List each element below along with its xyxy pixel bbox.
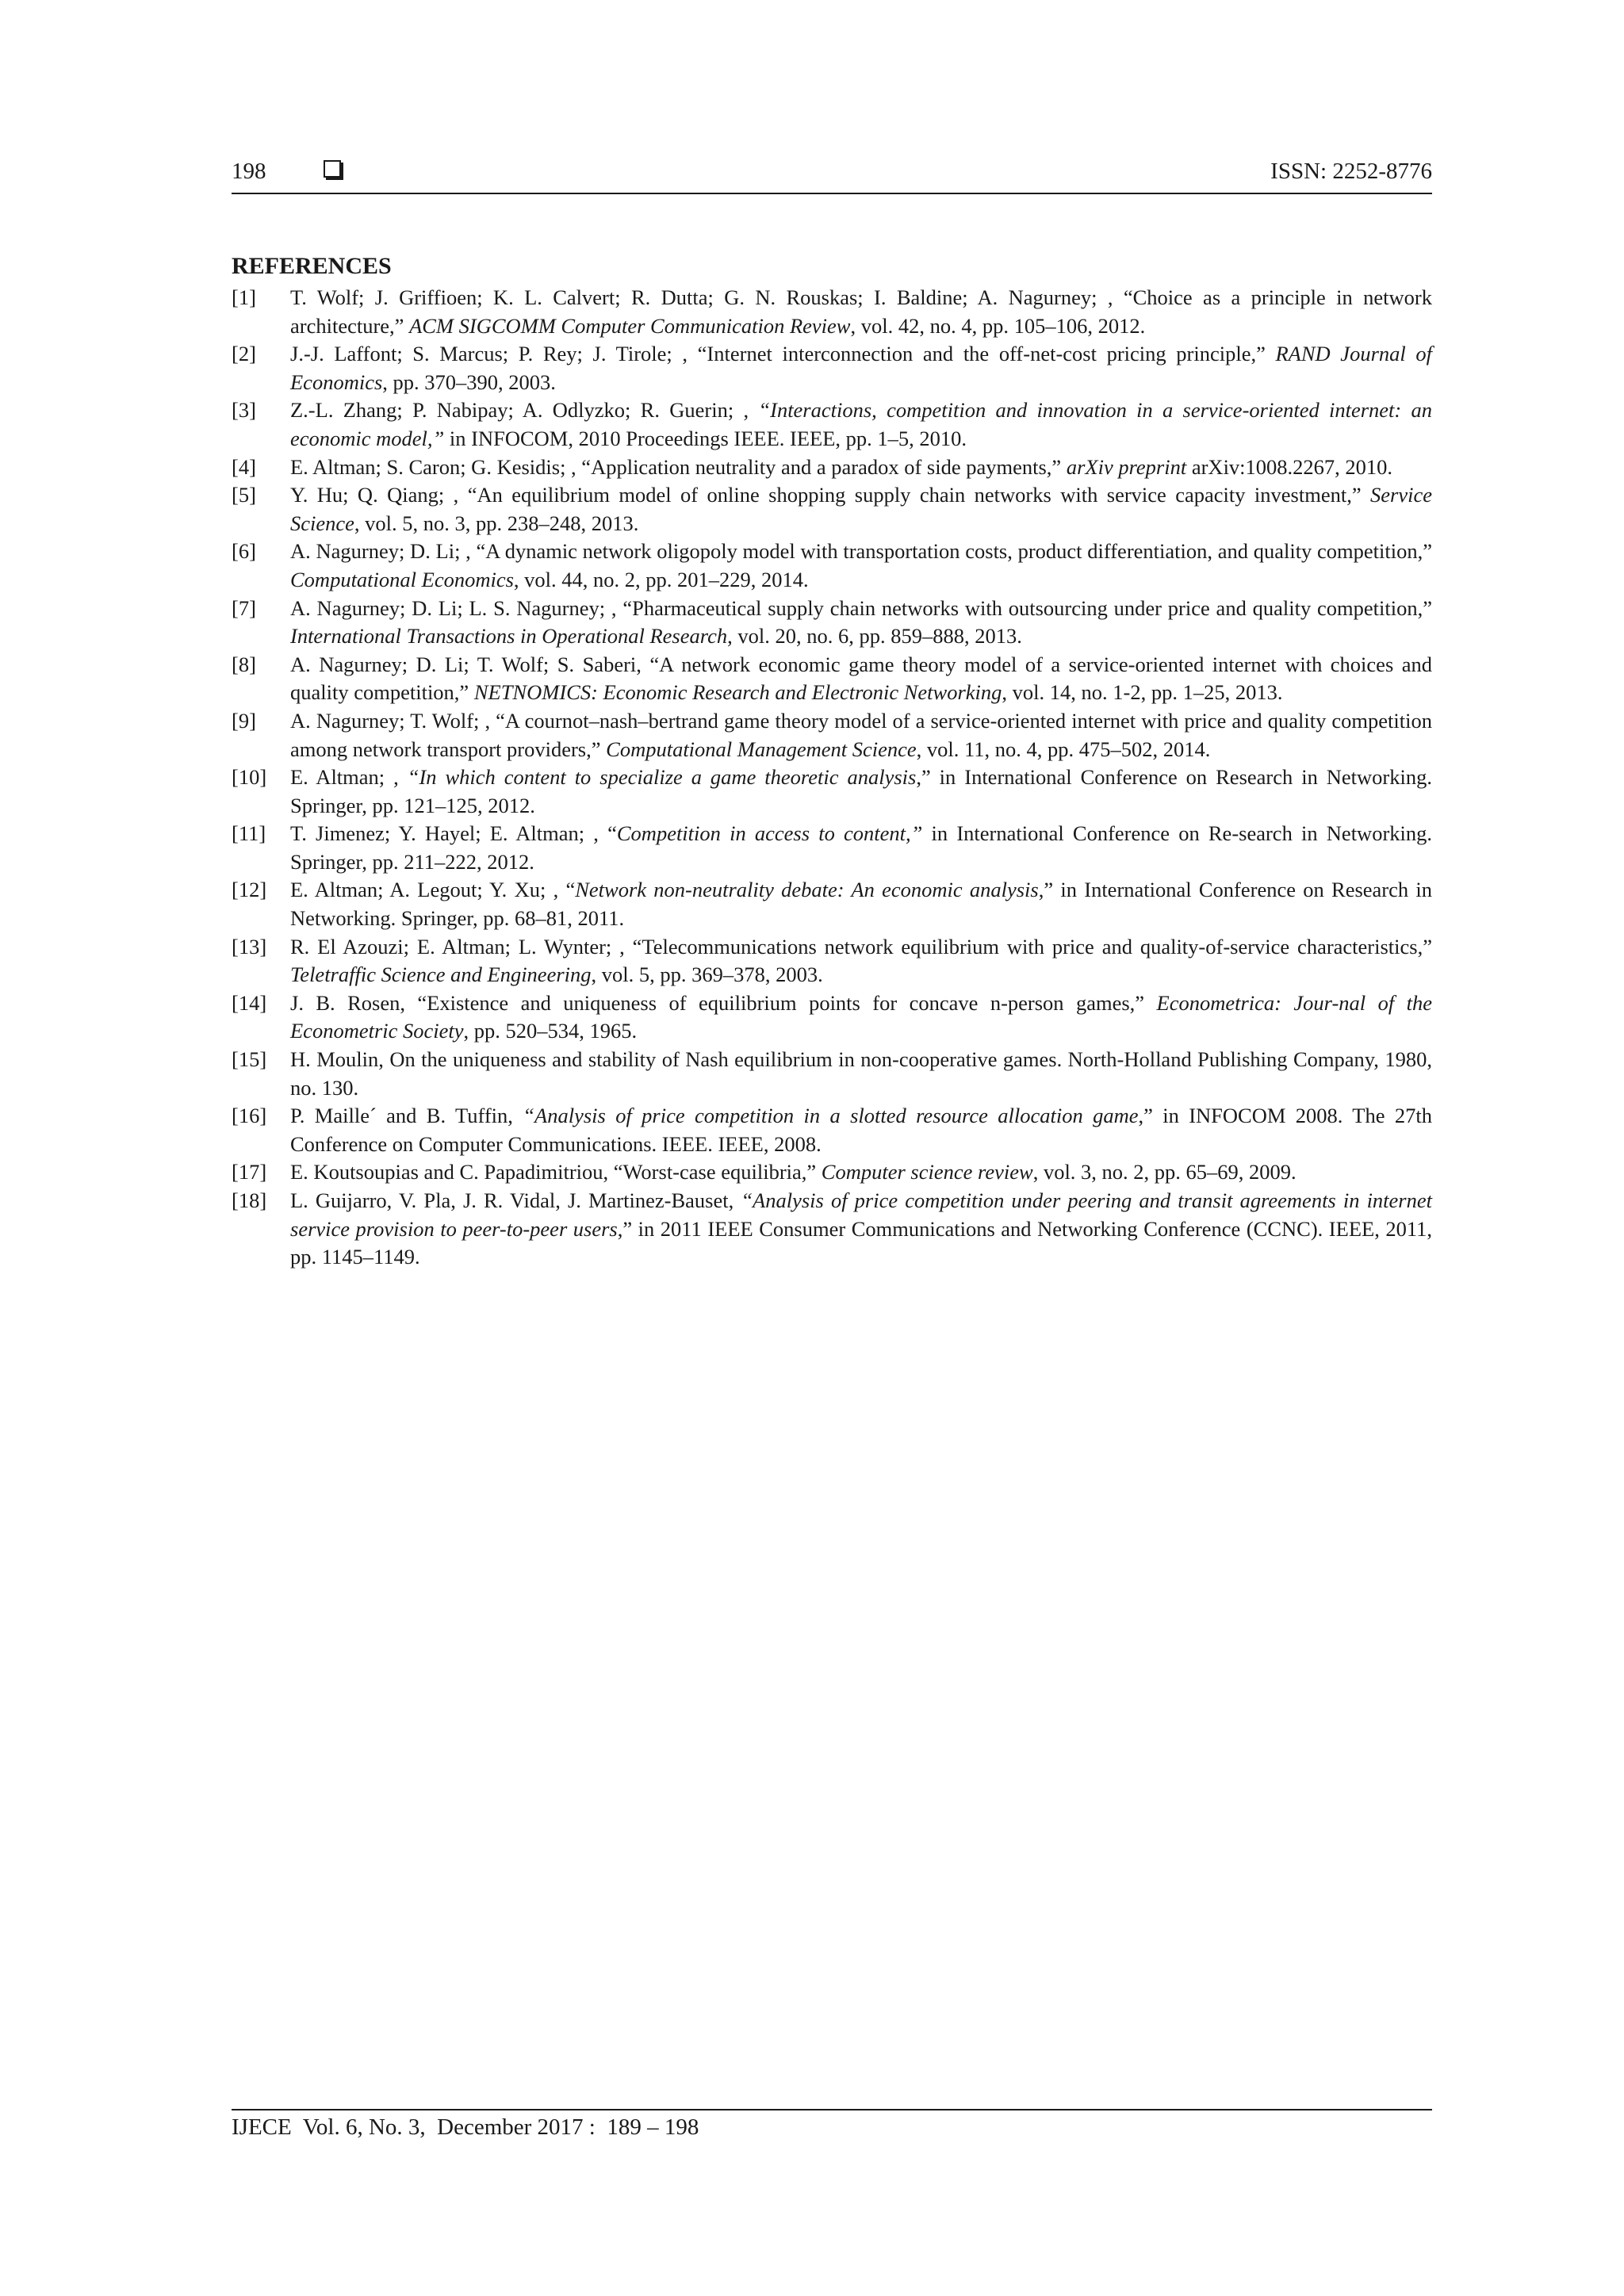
reference-text [290,1102,1432,1158]
reference-text-plain: J. B. Rosen, “Existence and uniqueness of equilibrium points for concave n-person games,” [290,990,1157,1015]
reference-text-plain: R. El Azouzi; E. Altman; L. Wynter; , “Telecommunications network equilibrium with price and quality-of-service characteristics,” [290,934,1432,959]
reference-text-italic: ACM SIGCOMM Computer Communication Review [409,313,851,338]
reference-text-plain: Z.-L. Zhang; P. Nabipay; A. Odlyzko; R. Guerin; , [290,398,759,423]
reference-text-plain: E. Altman; A. Legout; Y. Xu; , “ [290,878,576,902]
reference-text-italic: Teletraffic Science and Engineering [290,962,592,987]
reference-label: [11] [232,821,266,846]
reference-item [232,651,1432,707]
reference-text-plain: P. Maille´ and B. Tuffin, [290,1104,523,1128]
reference-text-rest: arXiv:1008.2267, 2010. [1186,454,1393,479]
reference-text-rest: , vol. 42, no. 4, pp. 105–106, 2012. [850,313,1146,338]
reference-text-italic: NETNOMICS: Economic Research and Electronic Networking [473,680,1002,705]
reference-item [232,396,1432,453]
reference-label: [16] [232,1104,267,1128]
reference-text-plain: E. Altman; , [290,765,408,790]
reference-text-italic: RAND Journal of Economics [290,342,1432,394]
reference-text-plain: A. Nagurney; D. Li; , “A dynamic network oligopoly model with transportation costs, product differentiation, and quality competition,” [290,539,1432,564]
reference-item [232,1187,1432,1272]
reference-text-rest: , vol. 11, no. 4, pp. 475–502, 2014. [916,737,1211,761]
reference-item [232,763,1432,820]
reference-text-plain: E. Altman; S. Caron; G. Kesidis; , “Application neutrality and a paradox of side payments,” [290,454,1067,479]
references-heading: REFERENCES [232,253,392,279]
reference-item [232,538,1432,594]
reference-item [232,707,1432,763]
reference-text-rest: ,” in INFOCOM 2008. The 27th Conference on Computer Communications. IEEE. IEEE, 2008. [290,1104,1432,1156]
footer-divider [232,2109,1432,2110]
reference-item [232,1102,1432,1158]
reference-text-rest: , vol. 5, no. 3, pp. 238–248, 2013. [354,511,639,535]
reference-label: [7] [232,595,256,620]
reference-text [290,396,1432,453]
reference-label: [9] [232,708,256,733]
reference-label: [3] [232,398,256,423]
references-section [232,251,1432,1272]
reference-label: [18] [232,1188,267,1212]
reference-text-plain: Y. Hu; Q. Qiang; , “An equilibrium model of online shopping supply chain networks with service capacity investment,” [290,483,1371,507]
reference-text-rest: , vol. 14, no. 1-2, pp. 1–25, 2013. [1002,680,1283,705]
reference-label: [6] [232,539,256,564]
reference-label: [12] [232,878,267,902]
reference-text [290,820,1432,876]
reference-label: [4] [232,454,256,479]
reference-text-plain: T. Wolf; J. Griffioen; K. L. Calvert; R. Dutta; G. N. Rouskas; I. Baldine; A. Nagurney; , “Choice as a principle in network architecture,” [290,285,1432,338]
reference-text-italic: Computational Economics [290,567,514,591]
reference-item [232,820,1432,876]
reference-label: [15] [232,1047,267,1072]
reference-item [232,284,1432,340]
reference-text [290,989,1432,1046]
reference-text-plain: J.-J. Laffont; S. Marcus; P. Rey; J. Tirole; , “Internet interconnection and the off-net-cost pricing principle,” [290,342,1276,366]
reference-item [232,876,1432,932]
reference-text-italic: Computational Management Science [606,737,917,761]
reference-item [232,595,1432,651]
reference-label: [17] [232,1160,267,1184]
reference-text-italic: Service Science [290,483,1432,535]
reference-text [290,595,1432,651]
reference-text [290,340,1432,396]
reference-text [290,481,1432,538]
reference-label: [8] [232,652,256,676]
reference-text [290,538,1432,594]
reference-text-italic: “Interactions, competition and innovation in a service-oriented internet: an economic model,” [290,398,1433,450]
reference-text-plain: L. Guijarro, V. Pla, J. R. Vidal, J. Martinez-Bauset, [290,1188,741,1212]
page-footer: IJECE Vol. 6, No. 3, December 2017 : 189 – 198 [232,2114,699,2140]
reference-text [290,651,1432,707]
reference-text-rest: ,” in International Conference on Research in Networking. Springer, pp. 68–81, 2011. [290,878,1432,931]
reference-text-rest: ,” in 2011 IEEE Consumer Communications and Networking Conference (CCNC). IEEE, 2011, pp. 1145–1149. [290,1216,1432,1269]
reference-text-rest: , vol. 3, no. 2, pp. 65–69, 2009. [1032,1160,1297,1184]
reference-text-plain: E. Koutsoupias and C. Papadimitriou, “Worst-case equilibria,” [290,1160,822,1184]
reference-text [290,1158,1432,1187]
reference-text-plain: A. Nagurney; T. Wolf; , “A cournot–nash–bertrand game theory model of a service-oriented internet with price and quality competition among network transport providers,” [290,708,1432,761]
page-header [232,157,1432,193]
reference-item [232,1158,1432,1187]
reference-text-italic: arXiv preprint [1066,454,1187,479]
reference-text-rest: in INFOCOM, 2010 Proceedings IEEE. IEEE, pp. 1–5, 2010. [444,426,967,450]
reference-item [232,933,1432,989]
reference-text-rest: , pp. 520–534, 1965. [463,1019,638,1043]
reference-text-rest: , vol. 44, no. 2, pp. 201–229, 2014. [513,567,809,591]
reference-text-plain: T. Jimenez; Y. Hayel; E. Altman; , “ [290,821,617,846]
reference-text-italic: “Analysis of price competition under peering and transit agreements in internet service provision to peer-to-peer users [290,1188,1432,1241]
reference-text [290,707,1432,763]
reference-text-rest: , vol. 20, no. 6, pp. 859–888, 2013. [727,624,1022,649]
reference-text [290,763,1432,820]
reference-text [290,1187,1432,1272]
reference-text [290,933,1432,989]
reference-text-plain: A. Nagurney; D. Li; L. S. Nagurney; , “Pharmaceutical supply chain networks with outsourcing under price and quality competition,” [290,595,1432,620]
hollow-square-icon [324,160,341,178]
reference-text-rest: , pp. 370–390, 2003. [382,369,556,394]
reference-text-rest: in International Conference on Re-search in Networking. Springer, pp. 211–222, 2012. [290,821,1433,874]
reference-text-italic: Network non-neutrality debate: An economic analysis [575,878,1039,902]
reference-item [232,989,1432,1046]
issn-label: ISSN: 2252-8776 [1270,159,1432,184]
reference-text-plain: A. Nagurney; D. Li; T. Wolf; S. Saberi, “A network economic game theory model of a service-oriented internet with choices and quality competition,” [290,652,1432,705]
reference-label: [5] [232,483,256,507]
reference-item [232,481,1432,538]
header-divider [232,193,1432,194]
reference-text [290,453,1432,482]
reference-text [290,1046,1432,1102]
reference-label: [10] [232,765,267,790]
reference-text-italic: Computer science review [821,1160,1033,1184]
reference-text-italic: “In which content to specialize a game theoretic analysis [407,765,917,790]
reference-item [232,340,1432,396]
reference-list [232,284,1432,1272]
reference-text-italic: “Analysis of price competition in a slotted resource allocation game [523,1104,1139,1128]
reference-text-italic: International Transactions in Operational Research [290,624,728,649]
reference-label: [14] [232,990,267,1015]
reference-label: [1] [232,285,256,309]
reference-text-italic: Competition in access to content,” [616,821,923,846]
reference-label: [2] [232,342,256,366]
reference-text-rest: ,” in International Conference on Research in Networking. Springer, pp. 121–125, 2012. [290,765,1432,817]
reference-text-italic: Econometrica: Jour-nal of the Econometric Society [290,990,1432,1043]
reference-label: [13] [232,934,267,959]
page-number: 198 [232,159,266,184]
reference-text-plain: H. Moulin, On the uniqueness and stability of Nash equilibrium in non-cooperative games. North-Holland Publishing Company, 1980, no. 130. [290,1047,1432,1100]
reference-text [290,876,1432,932]
reference-item [232,453,1432,482]
reference-item [232,1046,1432,1102]
reference-text [290,284,1432,340]
reference-text-rest: , vol. 5, pp. 369–378, 2003. [591,962,823,987]
